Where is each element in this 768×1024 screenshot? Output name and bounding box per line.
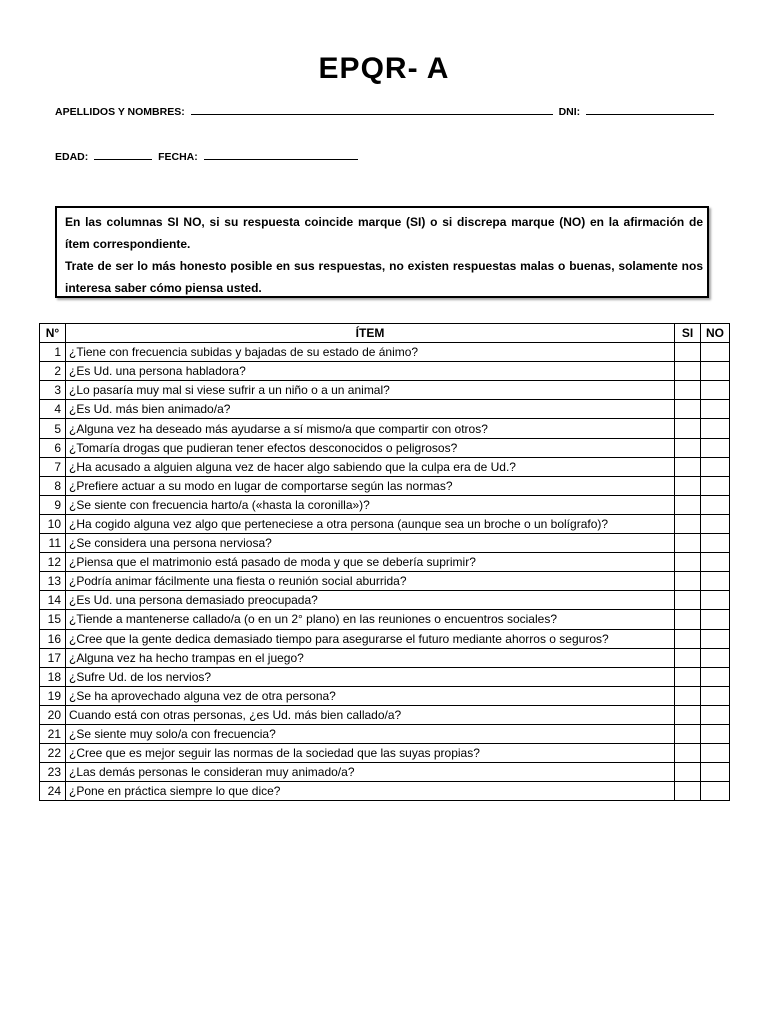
table-row xyxy=(40,744,730,763)
names-input-line[interactable] xyxy=(191,113,553,115)
item-number: 6 xyxy=(40,438,66,457)
table-row xyxy=(40,553,730,572)
dni-label: DNI: xyxy=(558,106,581,118)
answer-si-cell[interactable] xyxy=(675,763,701,782)
table-row xyxy=(40,572,730,591)
item-number: 19 xyxy=(40,686,66,705)
answer-no-cell[interactable] xyxy=(701,457,730,476)
header-si: SI xyxy=(675,324,701,343)
item-question: ¿Alguna vez ha hecho trampas en el juego? xyxy=(66,648,675,667)
item-question: ¿Piensa que el matrimonio está pasado de moda y que se debería suprimir? xyxy=(66,553,675,572)
questionnaire-table xyxy=(39,323,730,801)
answer-no-cell[interactable] xyxy=(701,362,730,381)
answer-no-cell[interactable] xyxy=(701,686,730,705)
answer-si-cell[interactable] xyxy=(675,667,701,686)
answer-si-cell[interactable] xyxy=(675,572,701,591)
page-title: EPQR- A xyxy=(318,52,450,85)
answer-no-cell[interactable] xyxy=(701,648,730,667)
item-question: ¿Alguna vez ha deseado más ayudarse a sí mismo/a que compartir con otros? xyxy=(66,419,675,438)
item-number: 12 xyxy=(40,553,66,572)
date-label: FECHA: xyxy=(158,151,198,163)
table-row xyxy=(40,724,730,743)
answer-no-cell[interactable] xyxy=(701,476,730,495)
answer-no-cell[interactable] xyxy=(701,591,730,610)
age-input-line[interactable] xyxy=(94,158,152,160)
item-question: ¿Se siente muy solo/a con frecuencia? xyxy=(66,724,675,743)
item-number: 20 xyxy=(40,705,66,724)
table-row xyxy=(40,610,730,629)
answer-si-cell[interactable] xyxy=(675,400,701,419)
item-question: ¿Se considera una persona nerviosa? xyxy=(66,534,675,553)
answer-si-cell[interactable] xyxy=(675,419,701,438)
answer-no-cell[interactable] xyxy=(701,667,730,686)
answer-si-cell[interactable] xyxy=(675,629,701,648)
item-question: ¿Tiene con frecuencia subidas y bajadas de su estado de ánimo? xyxy=(66,343,675,362)
item-number: 3 xyxy=(40,381,66,400)
answer-si-cell[interactable] xyxy=(675,476,701,495)
item-question: ¿Es Ud. una persona demasiado preocupada? xyxy=(66,591,675,610)
item-question: ¿Pone en práctica siempre lo que dice? xyxy=(66,782,675,801)
answer-si-cell[interactable] xyxy=(675,362,701,381)
item-question: ¿Podría animar fácilmente una fiesta o reunión social aburrida? xyxy=(66,572,675,591)
date-input-line[interactable] xyxy=(204,158,358,160)
item-number: 11 xyxy=(40,534,66,553)
instructions-line-2: Trate de ser lo más honesto posible en sus respuestas, no existen respuestas malas o buenas, solamente nos interesa saber cómo piensa usted. xyxy=(65,259,703,295)
answer-no-cell[interactable] xyxy=(701,419,730,438)
answer-si-cell[interactable] xyxy=(675,381,701,400)
table-header-row xyxy=(40,324,730,343)
item-question: ¿Es Ud. una persona habladora? xyxy=(66,362,675,381)
header-no: NO xyxy=(701,324,730,343)
item-number: 5 xyxy=(40,419,66,438)
answer-si-cell[interactable] xyxy=(675,438,701,457)
table-body xyxy=(40,343,730,801)
item-number: 13 xyxy=(40,572,66,591)
item-question: ¿Lo pasaría muy mal si viese sufrir a un niño o a un animal? xyxy=(66,381,675,400)
names-label: APELLIDOS Y NOMBRES: xyxy=(55,106,185,118)
answer-si-cell[interactable] xyxy=(675,514,701,533)
instructions-line-1: En las columnas SI NO, si su respuesta coincide marque (SI) o si discrepa marque (NO) en la afirmación de ítem correspondiente. xyxy=(65,215,703,251)
table-row xyxy=(40,343,730,362)
answer-no-cell[interactable] xyxy=(701,343,730,362)
item-number: 7 xyxy=(40,457,66,476)
item-number: 16 xyxy=(40,629,66,648)
item-question: ¿Cree que es mejor seguir las normas de la sociedad que las suyas propias? xyxy=(66,744,675,763)
answer-no-cell[interactable] xyxy=(701,381,730,400)
answer-no-cell[interactable] xyxy=(701,495,730,514)
item-question: ¿Se siente con frecuencia harto/a («hasta la coronilla»)? xyxy=(66,495,675,514)
item-number: 1 xyxy=(40,343,66,362)
header-item: ÍTEM xyxy=(66,324,675,343)
table-row xyxy=(40,667,730,686)
table-row xyxy=(40,400,730,419)
answer-no-cell[interactable] xyxy=(701,629,730,648)
answer-si-cell[interactable] xyxy=(675,648,701,667)
item-number: 4 xyxy=(40,400,66,419)
answer-si-cell[interactable] xyxy=(675,457,701,476)
table-row xyxy=(40,763,730,782)
answer-no-cell[interactable] xyxy=(701,763,730,782)
answer-si-cell[interactable] xyxy=(675,724,701,743)
table-row xyxy=(40,381,730,400)
item-question: ¿Se ha aprovechado alguna vez de otra persona? xyxy=(66,686,675,705)
answer-no-cell[interactable] xyxy=(701,400,730,419)
item-number: 21 xyxy=(40,724,66,743)
table-row xyxy=(40,419,730,438)
answer-si-cell[interactable] xyxy=(675,686,701,705)
answer-no-cell[interactable] xyxy=(701,782,730,801)
item-question: Cuando está con otras personas, ¿es Ud. más bien callado/a? xyxy=(66,705,675,724)
table-row xyxy=(40,362,730,381)
item-question: ¿Tomaría drogas que pudieran tener efectos desconocidos o peligrosos? xyxy=(66,438,675,457)
age-date-row xyxy=(55,151,361,163)
answer-si-cell[interactable] xyxy=(675,553,701,572)
instructions-box xyxy=(55,206,709,298)
item-number: 24 xyxy=(40,782,66,801)
item-question: ¿Prefiere actuar a su modo en lugar de comportarse según las normas? xyxy=(66,476,675,495)
item-number: 23 xyxy=(40,763,66,782)
item-number: 18 xyxy=(40,667,66,686)
item-number: 9 xyxy=(40,495,66,514)
table-row xyxy=(40,495,730,514)
table-row xyxy=(40,686,730,705)
table-row xyxy=(40,591,730,610)
table-row xyxy=(40,457,730,476)
answer-no-cell[interactable] xyxy=(701,534,730,553)
table-row xyxy=(40,534,730,553)
item-question: ¿Sufre Ud. de los nervios? xyxy=(66,667,675,686)
table-row xyxy=(40,629,730,648)
answer-no-cell[interactable] xyxy=(701,610,730,629)
answer-si-cell[interactable] xyxy=(675,343,701,362)
item-number: 10 xyxy=(40,514,66,533)
item-question: ¿Es Ud. más bien animado/a? xyxy=(66,400,675,419)
table-row xyxy=(40,514,730,533)
table-row xyxy=(40,782,730,801)
item-question: ¿Las demás personas le consideran muy animado/a? xyxy=(66,763,675,782)
item-question: ¿Tiende a mantenerse callado/a (o en un 2° plano) en las reuniones o encuentros sociales? xyxy=(66,610,675,629)
answer-no-cell[interactable] xyxy=(701,438,730,457)
answer-no-cell[interactable] xyxy=(701,572,730,591)
answer-no-cell[interactable] xyxy=(701,705,730,724)
answer-no-cell[interactable] xyxy=(701,724,730,743)
table-row xyxy=(40,648,730,667)
dni-input-line[interactable] xyxy=(586,113,714,115)
item-number: 14 xyxy=(40,591,66,610)
table-row xyxy=(40,476,730,495)
item-number: 8 xyxy=(40,476,66,495)
answer-no-cell[interactable] xyxy=(701,514,730,533)
item-number: 15 xyxy=(40,610,66,629)
answer-no-cell[interactable] xyxy=(701,553,730,572)
answer-si-cell[interactable] xyxy=(675,705,701,724)
answer-si-cell[interactable] xyxy=(675,495,701,514)
header-number: N° xyxy=(40,324,66,343)
item-question: ¿Ha cogido alguna vez algo que perteneciese a otra persona (aunque sea un broche o un bolígrafo)? xyxy=(66,514,675,533)
answer-no-cell[interactable] xyxy=(701,744,730,763)
item-number: 22 xyxy=(40,744,66,763)
name-dni-row xyxy=(55,106,717,118)
answer-si-cell[interactable] xyxy=(675,782,701,801)
answer-si-cell[interactable] xyxy=(675,744,701,763)
item-number: 2 xyxy=(40,362,66,381)
item-number: 17 xyxy=(40,648,66,667)
item-question: ¿Ha acusado a alguien alguna vez de hacer algo sabiendo que la culpa era de Ud.? xyxy=(66,457,675,476)
answer-si-cell[interactable] xyxy=(675,591,701,610)
table-row xyxy=(40,705,730,724)
table-row xyxy=(40,438,730,457)
answer-si-cell[interactable] xyxy=(675,534,701,553)
age-label: EDAD: xyxy=(55,151,89,163)
item-question: ¿Cree que la gente dedica demasiado tiempo para asegurarse el futuro mediante ahorros o seguros? xyxy=(66,629,675,648)
answer-si-cell[interactable] xyxy=(675,610,701,629)
